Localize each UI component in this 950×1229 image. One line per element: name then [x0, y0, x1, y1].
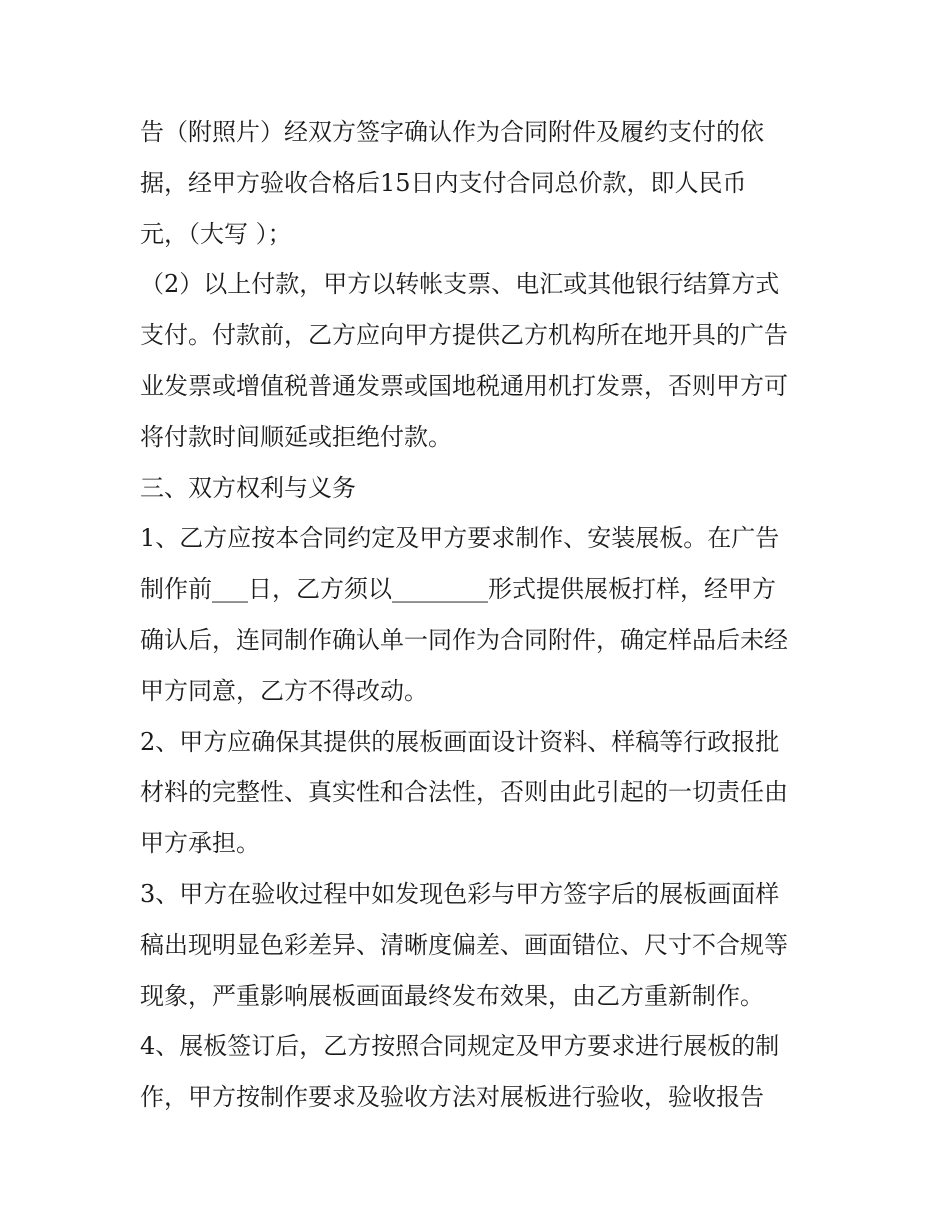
text-line: 材料的完整性、真实性和合法性，否则由此引起的一切责任由	[140, 778, 788, 807]
section-heading: 三、双方权利与义务	[140, 473, 356, 502]
text-line: 作，甲方按制作要求及验收方法对展板进行验收，验收报告	[140, 1083, 764, 1112]
text-line: 业发票或增值税普通发票或国地税通用机打发票，否则甲方可	[140, 371, 788, 400]
text-line: 告（附照片）经双方签字确认作为合同附件及履约支付的依	[140, 118, 764, 146]
text-line: 支付。付款前，乙方应向甲方提供乙方机构所在地开具的广告	[140, 321, 788, 350]
text-line: 甲方承担。	[140, 829, 260, 858]
text-line: 稿出现明显色彩差异、清晰度偏差、画面错位、尺寸不合规等	[140, 930, 788, 959]
text-line: 制作前___日，乙方须以________形式提供展板打样，经甲方	[140, 575, 776, 604]
text-line: 甲方同意，乙方不得改动。	[140, 676, 428, 705]
text-line: 确认后，连同制作确认单一同作为合同附件，确定样品后未经	[140, 625, 788, 654]
text-line: 1、乙方应按本合同约定及甲方要求制作、安装展板。在广告	[140, 524, 780, 553]
text-line: 据，经甲方验收合格后15日内支付合同总价款，即人民币	[140, 168, 747, 197]
text-line: 现象，严重影响展板画面最终发布效果，由乙方重新制作。	[140, 981, 764, 1010]
text-line: 4、展板签订后，乙方按照合同规定及甲方要求进行展板的制	[140, 1032, 780, 1061]
text-line: 元，（大写 ）；	[140, 219, 292, 248]
text-line: 2、甲方应确保其提供的展板画面设计资料、样稿等行政报批	[140, 727, 780, 756]
text-line: 将付款时间顺延或拒绝付款。	[140, 422, 452, 451]
contract-body-text	[140, 107, 820, 1123]
text-line: （2）以上付款，甲方以转帐支票、电汇或其他银行结算方式	[140, 270, 780, 299]
text-line: 3、甲方在验收过程中如发现色彩与甲方签字后的展板画面样	[140, 879, 780, 908]
